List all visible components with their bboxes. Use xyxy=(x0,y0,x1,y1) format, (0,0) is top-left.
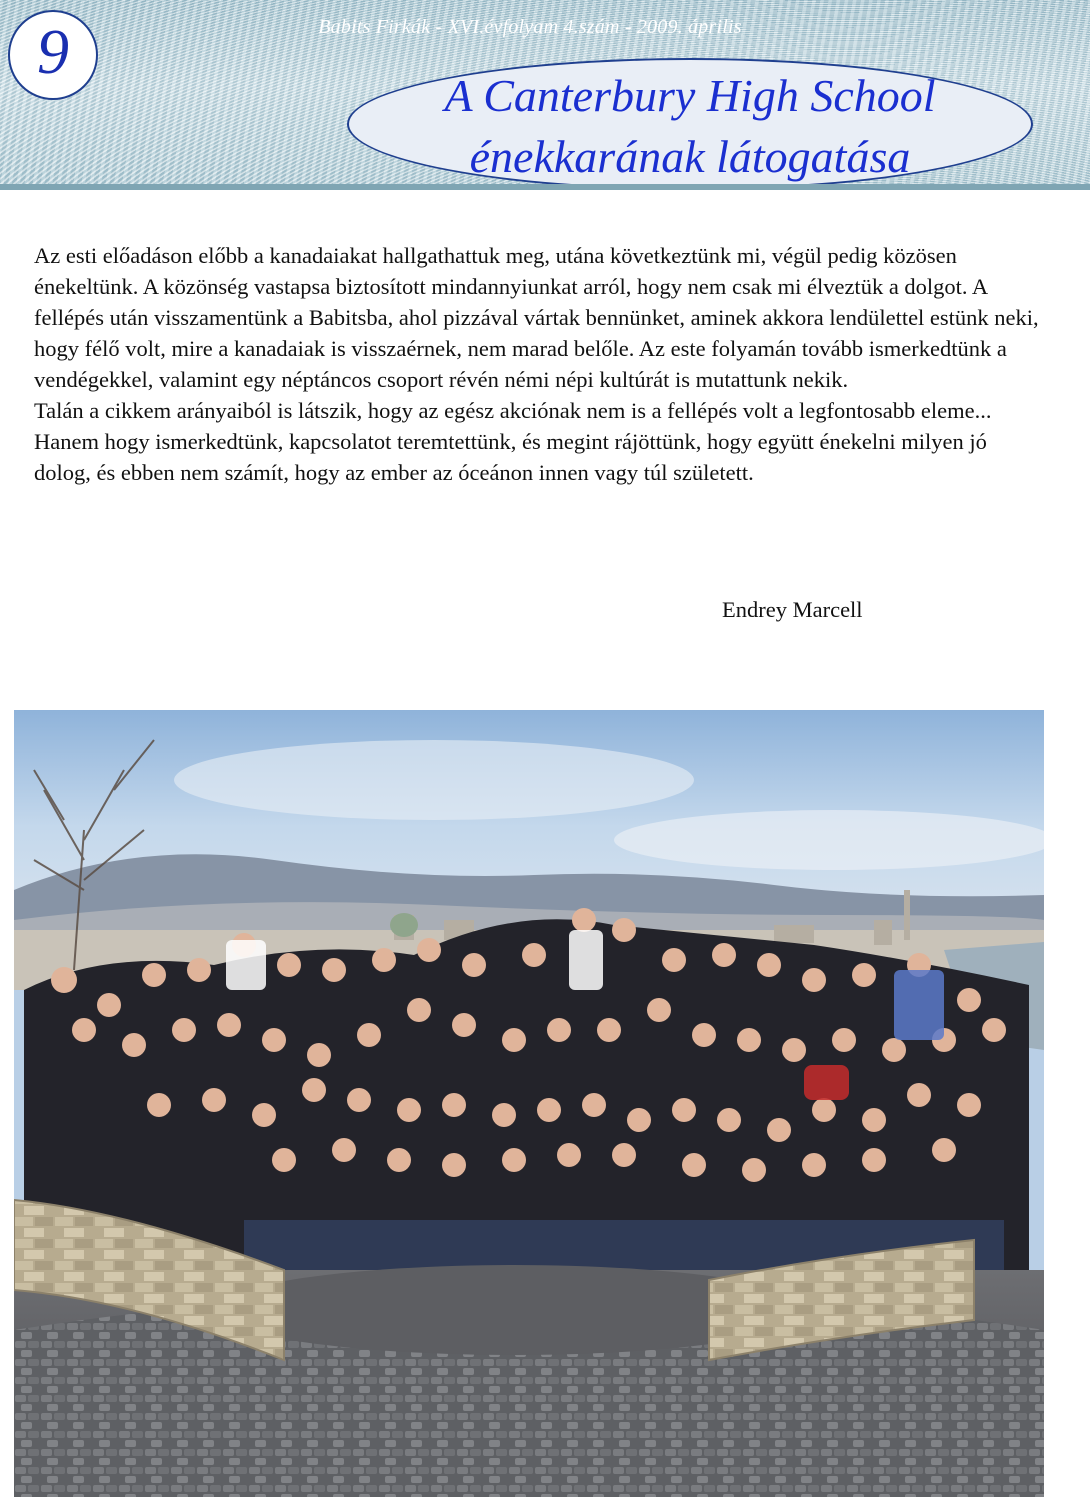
running-head: Babits Firkák - XVI.évfolyam 4.szám - 2009. április xyxy=(318,16,742,38)
article-paragraph-1: Az esti előadáson előbb a kanadaiakat hallgathattuk meg, utána következtünk mi, végül pedig közösen énekeltünk. A közönség vastapsa biztosított mindannyiunkat arról, hogy nem csak mi élveztük a dolgot. A fellépés után visszamentünk a Babitsba, ahol pizzával vártak bennünket, aminek akkora lendülettel estünk neki, hogy félő volt, mire a kanadaiak is visszaérnek, nem marad belőle. Az este folyamán tovább ismerkedtünk a vendégekkel, valamint egy néptáncos csoport révén némi népi kultúrát is mutattunk nekik. xyxy=(34,243,1039,392)
article-paragraph-2: Talán a cikkem arányaiból is látszik, hogy az egész akciónak nem is a fellépés volt a legfontosabb eleme... Hanem hogy ismerkedtünk, kapcsolatot teremtettünk, és megint rájöttünk, hogy együtt énekelni milyen jó dolog, és ebben nem számít, hogy az ember az óceánon innen vagy túl született. xyxy=(34,398,992,485)
article-title-line-1: A Canterbury High School xyxy=(444,70,936,121)
page-header-banner xyxy=(0,0,1090,190)
page-number-badge xyxy=(8,10,98,100)
page-number: 9 xyxy=(37,16,69,87)
article-body xyxy=(34,240,1044,488)
group-photo-illustration xyxy=(14,710,1044,1497)
group-photo xyxy=(14,710,1044,1497)
article-author: Endrey Marcell xyxy=(722,597,863,622)
article-title-line-2: énekkarának látogatása xyxy=(469,131,911,182)
